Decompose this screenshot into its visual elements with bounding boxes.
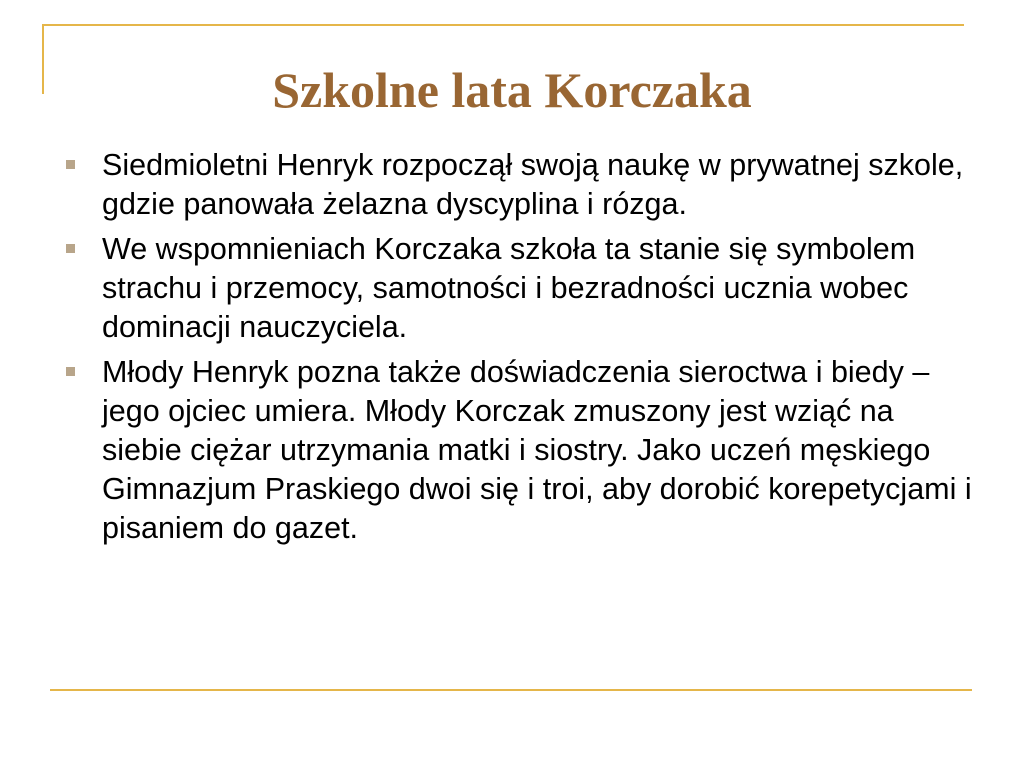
bullet-list <box>62 146 980 554</box>
list-item <box>62 230 980 347</box>
square-bullet-icon <box>62 230 102 269</box>
list-item <box>62 353 980 548</box>
frame-top-line <box>42 24 964 26</box>
bullet-text: Młody Henryk pozna także doświadczenia sieroctwa i biedy – jego ojciec umiera. Młody Korczak zmuszony jest wziąć na siebie ciężar utrzymania matki i siostry. Jako uczeń męskiego Gimnazjum Praskiego dwoi się i troi, aby dorobić korepetycjami i pisaniem do gazet. <box>102 355 972 545</box>
slide-title: Szkolne lata Korczaka <box>272 62 752 118</box>
bullet-text: We wspomnieniach Korczaka szkoła ta stanie się symbolem strachu i przemocy, samotności i bezradności ucznia wobec dominacji nauczyciela. <box>102 232 916 344</box>
square-bullet-icon <box>62 146 102 185</box>
list-item <box>62 146 980 224</box>
square-bullet-icon <box>62 353 102 392</box>
bullet-text: Siedmioletni Henryk rozpoczął swoją naukę w prywatnej szkole, gdzie panowała żelazna dyscyplina i rózga. <box>102 148 964 221</box>
frame-bottom-line <box>50 689 972 691</box>
